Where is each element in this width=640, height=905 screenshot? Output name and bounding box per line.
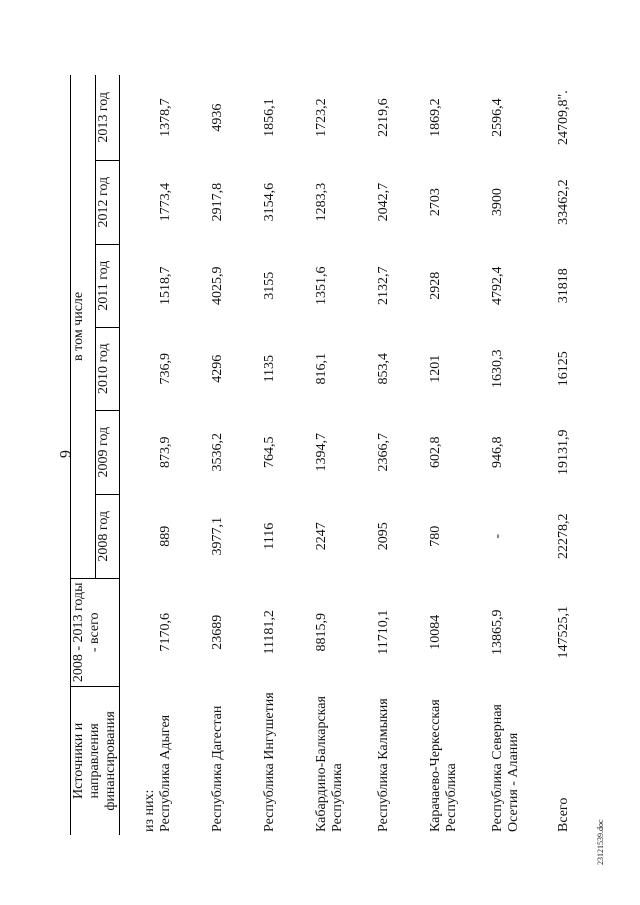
cell: 764,5 (262, 436, 278, 468)
cell: 1283,3 (314, 182, 330, 222)
financing-table (70, 75, 572, 835)
row-name: Карачаево-Черкесская Республика (428, 699, 460, 832)
financing-table-rotated (70, 75, 572, 835)
table-row (262, 75, 314, 835)
cell: 1378,7 (158, 98, 174, 137)
cell: 3977,1 (210, 517, 226, 556)
cell: 4936 (210, 103, 226, 132)
cell: 1630,3 (490, 349, 506, 388)
cell: 4025,9 (210, 266, 226, 305)
total-cell: 31818 (556, 268, 572, 304)
cell: - (490, 533, 506, 539)
total-sum: 147525,1 (556, 606, 572, 659)
cell: 1773,4 (158, 182, 174, 222)
cell: 1394,7 (314, 432, 330, 472)
table-row (158, 75, 210, 835)
total-label: Всего (556, 797, 572, 832)
table-row (314, 75, 376, 835)
row-name: Республика Калмыкия (376, 698, 392, 832)
row-total: 11181,2 (262, 610, 278, 655)
cell: 736,9 (158, 352, 174, 385)
cell: 2095 (376, 522, 392, 551)
header-year: 2012 год (95, 160, 120, 244)
cell: 1351,6 (314, 266, 330, 305)
header-year: 2013 год (95, 75, 120, 160)
row-total: 23689 (210, 614, 226, 650)
header-source: Источники и направления финансирования (71, 686, 120, 835)
cell: 2917,8 (210, 182, 226, 222)
row-total: 8815,9 (314, 613, 330, 652)
cell: 1201 (428, 354, 444, 383)
footer-filename: 23121539.doc (596, 819, 605, 865)
cell: 2042,7 (376, 182, 392, 222)
cell: 1869,2 (428, 98, 444, 137)
row-total: 13865,9 (490, 609, 506, 656)
cell: 2928 (428, 271, 444, 300)
cell: 1116 (262, 522, 278, 550)
cell: 602,8 (428, 436, 444, 468)
row-total: 7170,6 (158, 613, 174, 652)
total-cell: 33462,2 (556, 179, 572, 225)
header-year: 2008 год (95, 494, 120, 578)
subheading: из них: (142, 789, 158, 832)
cell: 780 (428, 525, 444, 547)
row-name: Республика Дагестан (210, 705, 226, 832)
cell: 3900 (490, 188, 506, 217)
total-row (552, 75, 572, 835)
row-name: Республика Северная Осетия - Алания (490, 704, 522, 832)
cell: 946,8 (490, 436, 506, 468)
cell: 873,9 (158, 436, 174, 468)
cell: 3536,2 (210, 432, 226, 472)
cell: 3155 (262, 271, 278, 300)
table-row (376, 75, 428, 835)
header-year: 2011 год (95, 244, 120, 327)
header-year: 2010 год (95, 327, 120, 410)
cell: 889 (158, 525, 174, 547)
row-name: Республика Адыгея (158, 714, 174, 832)
total-cell: 19131,9 (556, 429, 572, 475)
cell: 2596,4 (490, 98, 506, 137)
header-year: 2009 год (95, 410, 120, 494)
cell: 2219,6 (376, 98, 392, 137)
cell: 1135 (262, 354, 278, 383)
cell: 3154,6 (262, 182, 278, 222)
cell: 1723,2 (314, 98, 330, 137)
header-total: 2008 - 2013 годы - всего (71, 578, 120, 686)
table-row (210, 75, 262, 835)
table-row (428, 75, 490, 835)
cell: 4296 (210, 354, 226, 383)
page-number: 6 (56, 450, 73, 458)
total-cell: 24709,8". (556, 90, 572, 145)
row-total: 11710,1 (376, 609, 392, 655)
total-cell: 22278,2 (556, 513, 572, 560)
cell: 1518,7 (158, 266, 174, 305)
cell: 853,4 (376, 352, 392, 385)
cell: 2247 (314, 522, 330, 551)
row-total: 10084 (428, 614, 444, 650)
cell: 2366,7 (376, 432, 392, 472)
header-group: в том числе (71, 75, 96, 578)
cell: 4792,4 (490, 266, 506, 305)
cell: 2132,7 (376, 266, 392, 305)
row-name: Кабардино-Балкарская Республика (314, 696, 346, 832)
cell: 1856,1 (262, 98, 278, 137)
row-name: Республика Ингушетия (262, 692, 278, 832)
table-row (490, 75, 552, 835)
cell: 2703 (428, 188, 444, 217)
cell: 816,1 (314, 352, 330, 385)
total-cell: 16125 (556, 351, 572, 387)
